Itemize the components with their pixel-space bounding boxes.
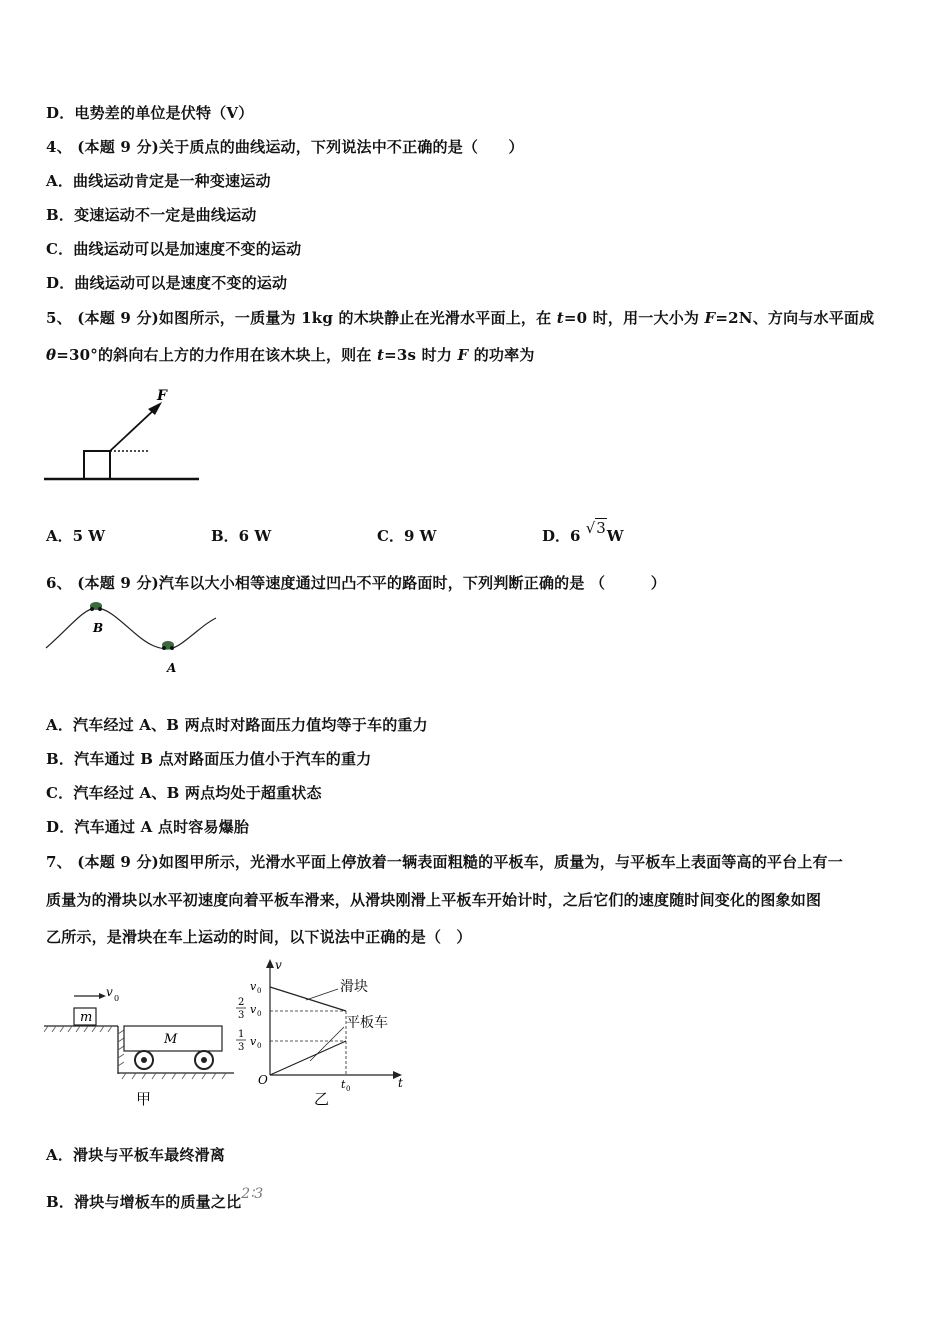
q7-figure-jia [44,984,244,1109]
cart-m-label: M [164,1032,178,1047]
t0-tick-subscript: 0 [346,1085,351,1093]
car-a-icon [162,641,174,650]
axis-v-label: v [275,958,282,972]
cart-wheel-left-icon [135,1051,153,1069]
v0-two-thirds-sub: 0 [257,1010,262,1018]
v0-subscript: 0 [114,994,120,1003]
q5-stem-line2: θ=30°的斜向右上方的力作用在该木块上，则在 t=3s 时力 F 的功率为 [46,346,535,364]
q4-option-a: A．曲线运动肯定是一种变速运动 [46,172,271,190]
q7-stem-line1: 7、 (本题 9 分)如图甲所示，光滑水平面上停放着一辆表面粗糙的平板车，质量为，与平板车上表面等高的平台上有一 [46,853,843,871]
frac-one-num: 1 [238,1029,245,1040]
point-b-label: B [93,621,104,635]
cart-label: 平板车 [346,1015,388,1031]
q6-stem: 6、 (本题 9 分)汽车以大小相等速度通过凹凸不平的路面时，下列判断正确的是 （ ） [46,574,666,592]
v0-tick-subscript: 0 [257,987,262,995]
frac-two-den: 3 [238,1010,245,1021]
q6-option-b: B．汽车通过 B 点对路面压力值小于汽车的重力 [46,750,372,768]
slider-label: 滑块 [340,979,368,995]
v0-one-third-label: v [250,1035,257,1048]
q5-option-b: B．6 W [211,527,272,545]
q6-option-d: D．汽车通过 A 点时容易爆胎 [46,818,250,836]
q3-option-d: D．电势差的单位是伏特（V） [46,104,254,122]
q4-option-c: C．曲线运动可以是加速度不变的运动 [46,240,302,258]
block-m-label: m [80,1010,93,1025]
frac-one-den: 3 [238,1042,245,1053]
q7-stem-line3: 乙所示，是滑块在车上运动的时间，以下说法中正确的是（ ） [46,928,472,946]
q7-option-b: B．滑块与增板车的质量之比2∶3 [46,1186,264,1211]
v0-two-thirds-label: v [250,1003,257,1016]
point-a-label: A [167,661,177,675]
t0-tick-label: t [341,1078,346,1091]
figure-yi-caption: 乙 [314,1090,330,1108]
q6-road-figure [44,598,219,678]
cart-wheel-right-icon [195,1051,213,1069]
v0-label: v [106,985,113,999]
car-b-icon [90,602,102,611]
v0-tick-label: v [250,980,257,993]
q5-stem-line1: 5、 (本题 9 分)如图所示，一质量为 1kg 的木块静止在光滑水平面上，在 t=0 时，用一大小为 F=2N、方向与水平面成 [46,309,875,327]
figure-jia-caption: 甲 [136,1090,152,1108]
q7-figure-yi [228,955,418,1110]
mass-ratio: 2∶3 [241,1186,264,1202]
axis-t-label: t [398,1076,403,1090]
q7-option-a: A．滑块与平板车最终滑离 [46,1146,226,1164]
q5-option-a: A．5 W [46,527,106,545]
q5-option-d: D．6 √3W [542,519,624,545]
q4-option-b: B．变速运动不一定是曲线运动 [46,206,257,224]
cart-velocity-line [270,1041,346,1075]
q4-option-d: D．曲线运动可以是速度不变的运动 [46,274,288,292]
q4-stem: 4、 (本题 9 分)关于质点的曲线运动，下列说法中不正确的是（ ） [46,138,524,156]
force-label: F [157,388,167,404]
origin-label: O [258,1073,268,1087]
v0-one-third-sub: 0 [257,1042,262,1050]
q6-option-c: C．汽车经过 A、B 两点均处于超重状态 [46,784,322,802]
sqrt-symbol: √3 [585,519,606,537]
q5-option-c: C．9 W [377,527,437,545]
q5-force-figure [44,384,204,484]
q7-stem-line2: 质量为的滑块以水平初速度向着平板车滑来，从滑块刚滑上平板车开始计时，之后它们的速度随时间变化的图象如图 [46,891,822,909]
frac-two-num: 2 [238,997,245,1008]
q6-option-a: A．汽车经过 A、B 两点时对路面压力值均等于车的重力 [46,716,428,734]
